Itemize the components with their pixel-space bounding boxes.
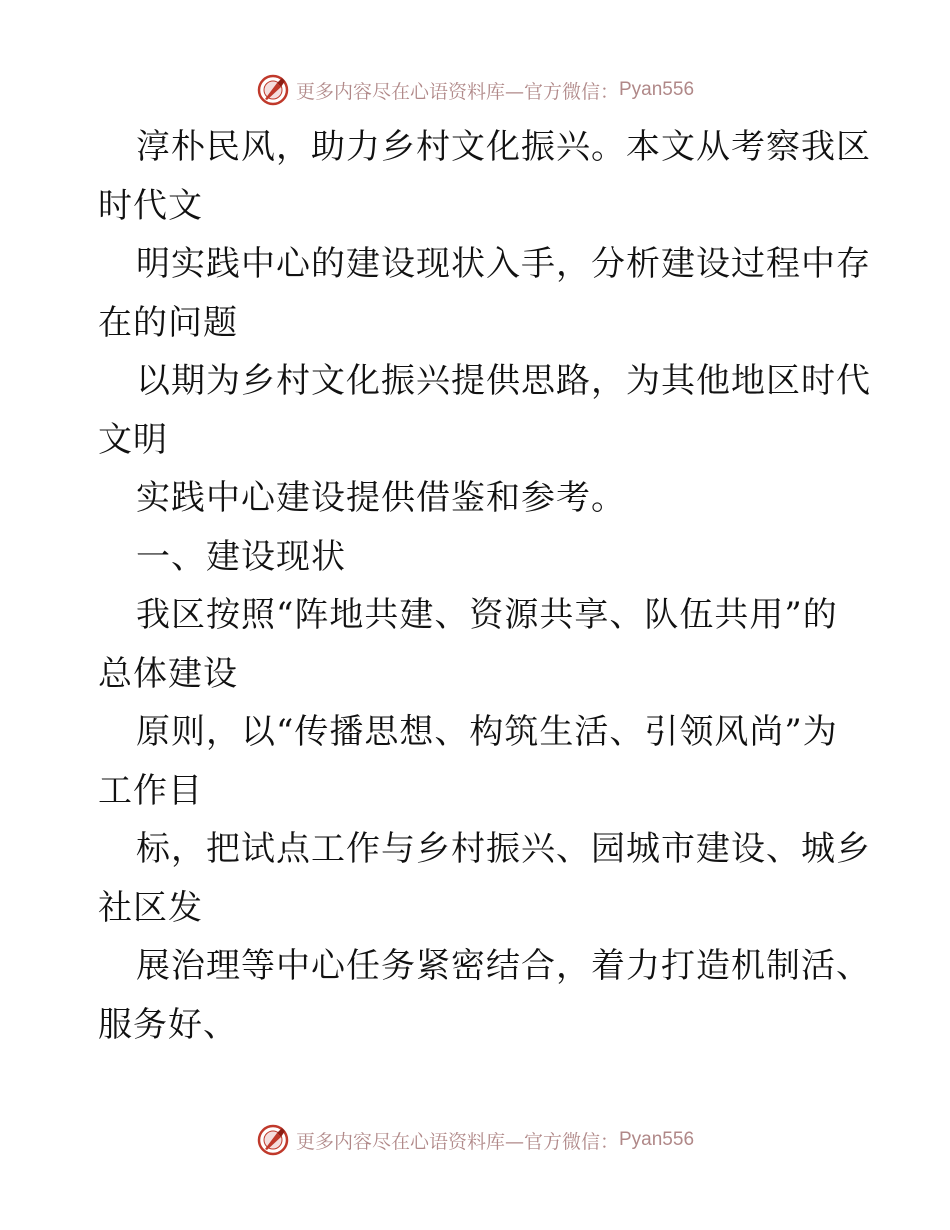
- footer-banner: [0, 1120, 950, 1160]
- body-line: 我区按照“阵地共建、资源共享、队伍共用”的: [136, 595, 838, 635]
- body-line: 文明: [98, 419, 168, 460]
- body-line: 社区发: [98, 887, 203, 928]
- wechat-id: Pyan556: [619, 79, 695, 100]
- banner-text: 更多内容尽在心语资料库—官方微信：: [295, 1130, 619, 1153]
- section-heading: 一、建设现状: [136, 536, 346, 577]
- body-line: 工作目: [98, 770, 203, 811]
- pen-nib-logo-icon: [256, 1123, 290, 1157]
- body-line: 以期为乡村文化振兴提供思路，为其他地区时代: [136, 361, 871, 401]
- header-banner: [0, 70, 950, 110]
- body-line: 淳朴民风，助力乡村文化振兴。本文从考察我区: [136, 127, 871, 167]
- body-line: 时代文: [98, 185, 203, 226]
- body-line: 标，把试点工作与乡村振兴、园城市建设、城乡: [136, 829, 871, 869]
- body-line: 在的问题: [98, 302, 238, 343]
- body-line: 原则，以“传播思想、构筑生活、引领风尚”为: [136, 712, 838, 752]
- body-line: 实践中心建设提供借鉴和参考。: [136, 478, 626, 518]
- document-body: [98, 118, 871, 1054]
- banner-text: 更多内容尽在心语资料库—官方微信：: [295, 80, 619, 103]
- wechat-id: Pyan556: [619, 1129, 695, 1150]
- pen-nib-logo-icon: [256, 73, 290, 107]
- body-line: 明实践中心的建设现状入手，分析建设过程中存: [136, 244, 871, 284]
- body-line: 服务好、: [98, 1004, 238, 1045]
- body-line: 展治理等中心任务紧密结合，着力打造机制活、: [136, 946, 871, 986]
- body-line: 总体建设: [98, 653, 238, 694]
